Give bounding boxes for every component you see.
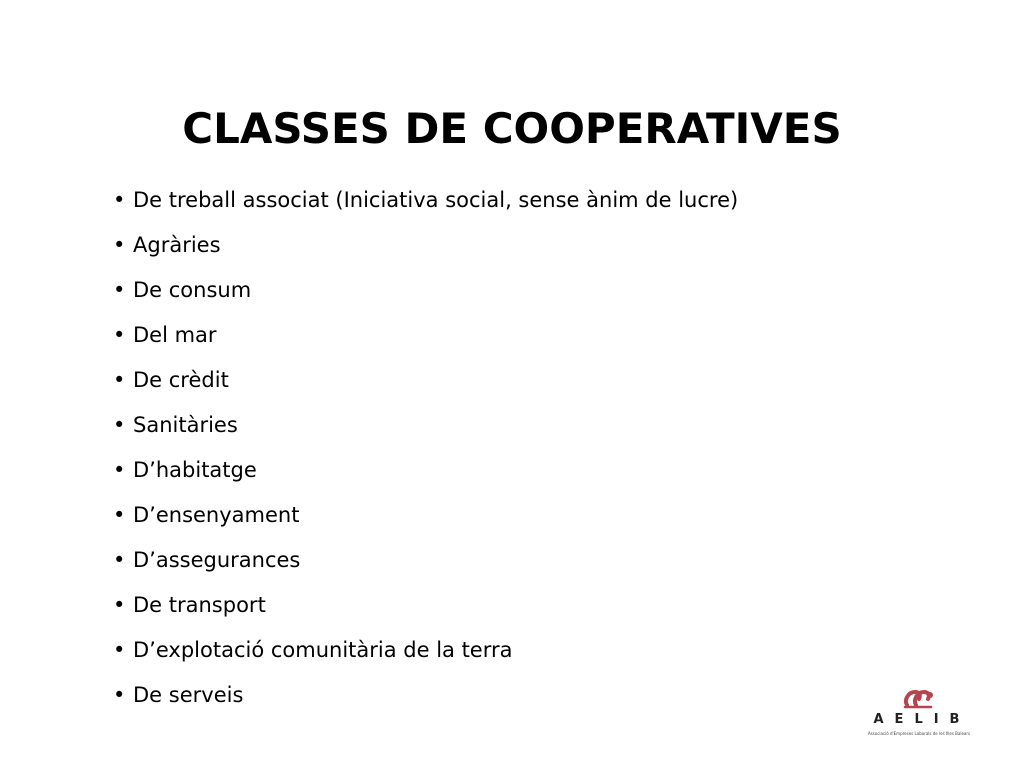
list-item-text: Sanitàries [133,413,238,437]
logo-letters: AELIB [873,712,971,727]
bullet-icon: • [113,323,126,347]
aelib-logo [864,688,974,738]
bullet-icon: • [113,413,126,437]
list-item [113,183,738,228]
slide-title: CLASSES DE COOPERATIVES [182,104,842,153]
bullet-icon: • [113,278,126,302]
bullet-icon: • [113,593,126,617]
list-item-text: De serveis [133,683,244,707]
bullet-list [113,183,738,723]
list-item [113,633,738,678]
list-item [113,318,738,363]
list-item-text: De treball associat (Iniciativa social, sense ànim de lucre) [133,188,739,212]
list-item [113,273,738,318]
bullet-icon: • [113,683,126,707]
bullet-icon: • [113,188,126,212]
bullet-icon: • [113,458,126,482]
list-item [113,498,738,543]
list-item [113,408,738,453]
bullet-icon: • [113,503,126,527]
bullet-icon: • [113,368,126,392]
logo-tagline: Associació d'Empreses Laborals de les Illes Balears [867,731,971,736]
list-item-text: D’assegurances [133,548,301,572]
list-item-text: D’ensenyament [133,503,300,527]
list-item-text: De crèdit [133,368,229,392]
list-item [113,543,738,588]
bullet-icon: • [113,638,126,662]
list-item [113,363,738,408]
list-item-text: Agràries [133,233,221,257]
aelib-logo-icon [901,688,937,710]
list-item-text: De consum [133,278,252,302]
list-item-text: De transport [133,593,266,617]
list-item [113,228,738,273]
list-item-text: Del mar [133,323,217,347]
bullet-icon: • [113,548,126,572]
list-item [113,453,738,498]
list-item [113,588,738,633]
list-item [113,678,738,723]
list-item-text: D’explotació comunitària de la terra [133,638,513,662]
list-item-text: D’habitatge [133,458,257,482]
bullet-icon: • [113,233,126,257]
